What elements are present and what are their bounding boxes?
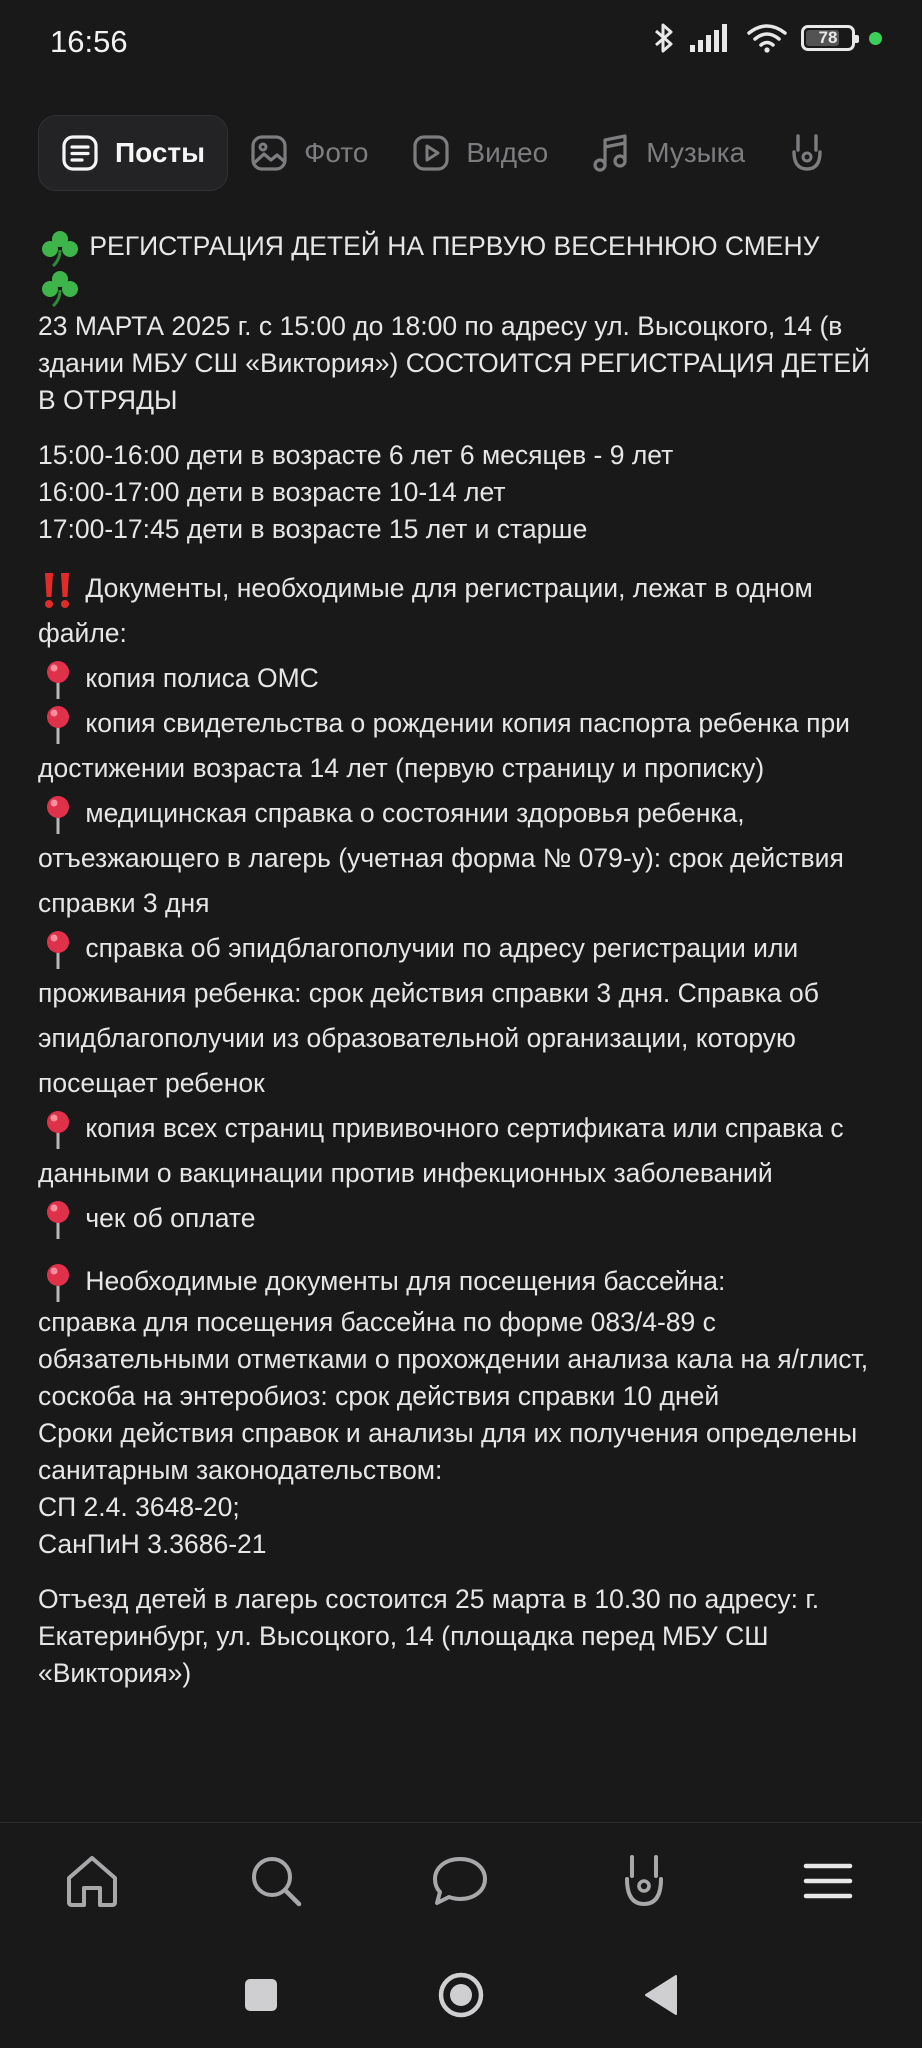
home-circle-icon [437, 1971, 485, 2019]
schedule-line: 17:00-17:45 дети в возрасте 15 лет и старше [38, 514, 588, 544]
back-button[interactable] [636, 1968, 686, 2022]
bottom-navigation [0, 1823, 922, 1938]
norm-line: СанПиН 3.3686-21 [38, 1529, 267, 1559]
privacy-dot [869, 32, 882, 45]
document-item: копия полиса ОМС [38, 656, 888, 701]
norm-line: СП 2.4. 3648-20; [38, 1492, 240, 1522]
messages-icon [431, 1854, 489, 1908]
signal-icon [689, 23, 733, 53]
music-icon [592, 133, 630, 173]
content-tabs [38, 115, 847, 191]
tab-music[interactable] [570, 115, 767, 191]
tab-video[interactable] [390, 115, 570, 191]
pushpin-icon [38, 1109, 78, 1151]
schedule-line: 16:00-17:00 дети в возрасте 10-14 лет [38, 477, 506, 507]
nav-clips-button[interactable] [614, 1851, 674, 1911]
document-item: копия всех страниц прививочного сертификата или справка с данными о вакцинации против инфекционных заболеваний [38, 1106, 888, 1196]
pool-note: Сроки действия справок и анализы для их получения определены санитарным законодательством: [38, 1418, 858, 1485]
tab-posts-label: Посты [115, 137, 206, 168]
tab-photo[interactable] [228, 115, 390, 191]
double-exclamation-icon [38, 570, 78, 610]
nav-search-button[interactable] [246, 1851, 306, 1911]
clips-icon [620, 1853, 668, 1909]
pushpin-icon [38, 929, 78, 971]
back-icon [643, 1973, 679, 2017]
clips-icon [789, 133, 825, 173]
document-item: чек об оплате [38, 1196, 888, 1241]
system-navigation [0, 1938, 922, 2048]
shamrock-icon [38, 228, 82, 268]
home-system-button[interactable] [434, 1968, 488, 2022]
wifi-icon [747, 23, 787, 53]
tab-video-label: Видео [466, 137, 549, 168]
pushpin-icon [38, 794, 78, 836]
tab-photo-label: Фото [304, 137, 369, 168]
schedule-line: 15:00-16:00 дети в возрасте 6 лет 6 месяцев - 9 лет [38, 440, 674, 470]
pool-text: справка для посещения бассейна по форме 083/4-89 с обязательными отметками о прохождении анализа кала на я/глист, соскоба на энтеробиоз: срок действия справки 10 дней [38, 1307, 869, 1411]
nav-menu-button[interactable] [798, 1851, 858, 1911]
pool-header: Необходимые документы для посещения бассейна: [85, 1266, 726, 1296]
bluetooth-icon [653, 22, 675, 54]
tab-clips[interactable] [767, 115, 847, 191]
video-icon [412, 134, 450, 172]
document-item: справка об эпидблагополучии по адресу регистрации или проживания ребенка: срок действия справки 3 дня. Справка об эпидблагополучии из образовательной организации, которую посещает ребенок [38, 926, 888, 1106]
home-icon [64, 1854, 120, 1908]
menu-icon [803, 1861, 853, 1901]
status-icons [653, 22, 882, 54]
post-title: РЕГИСТРАЦИЯ ДЕТЕЙ НА ПЕРВУЮ ВЕСЕННЮЮ СМЕНУ [89, 231, 820, 261]
document-item: медицинская справка о состоянии здоровья ребенка, отъезжающего в лагерь (учетная форма № 079-у): срок действия справки 3 дня [38, 791, 888, 926]
nav-messages-button[interactable] [430, 1851, 490, 1911]
recents-button[interactable] [236, 1970, 286, 2020]
battery-level: 78 [818, 28, 838, 47]
shamrock-icon [38, 268, 82, 308]
post-intro: 23 МАРТА 2025 г. с 15:00 до 18:00 по адресу ул. Высоцкого, 14 (в здании МБУ СШ «Виктория») СОСТОИТСЯ РЕГИСТРАЦИЯ ДЕТЕЙ В ОТРЯДЫ [38, 311, 871, 415]
pushpin-icon [38, 1199, 78, 1241]
posts-icon [61, 134, 99, 172]
pushpin-icon [38, 659, 78, 701]
photo-icon [250, 134, 288, 172]
pushpin-icon [38, 1262, 78, 1304]
documents-header: Документы, необходимые для регистрации, лежат в одном файле: [38, 573, 813, 648]
tab-posts[interactable] [38, 115, 228, 191]
status-bar [0, 0, 922, 90]
document-item: копия свидетельства о рождении копия паспорта ребенка при достижении возраста 14 лет (первую страницу и прописку) [38, 701, 888, 791]
post-content [38, 228, 888, 1692]
battery-indicator [801, 25, 855, 51]
tab-music-label: Музыка [646, 137, 746, 168]
recents-icon [244, 1978, 278, 2012]
departure-text: Отъезд детей в лагерь состоится 25 марта в 10.30 по адресу: г. Екатеринбург, ул. Высоцкого, 14 (площадка перед МБУ СШ «Виктория») [38, 1584, 820, 1688]
search-icon [249, 1854, 303, 1908]
status-time: 16:56 [50, 24, 128, 59]
pushpin-icon [38, 704, 78, 746]
nav-home-button[interactable] [62, 1851, 122, 1911]
